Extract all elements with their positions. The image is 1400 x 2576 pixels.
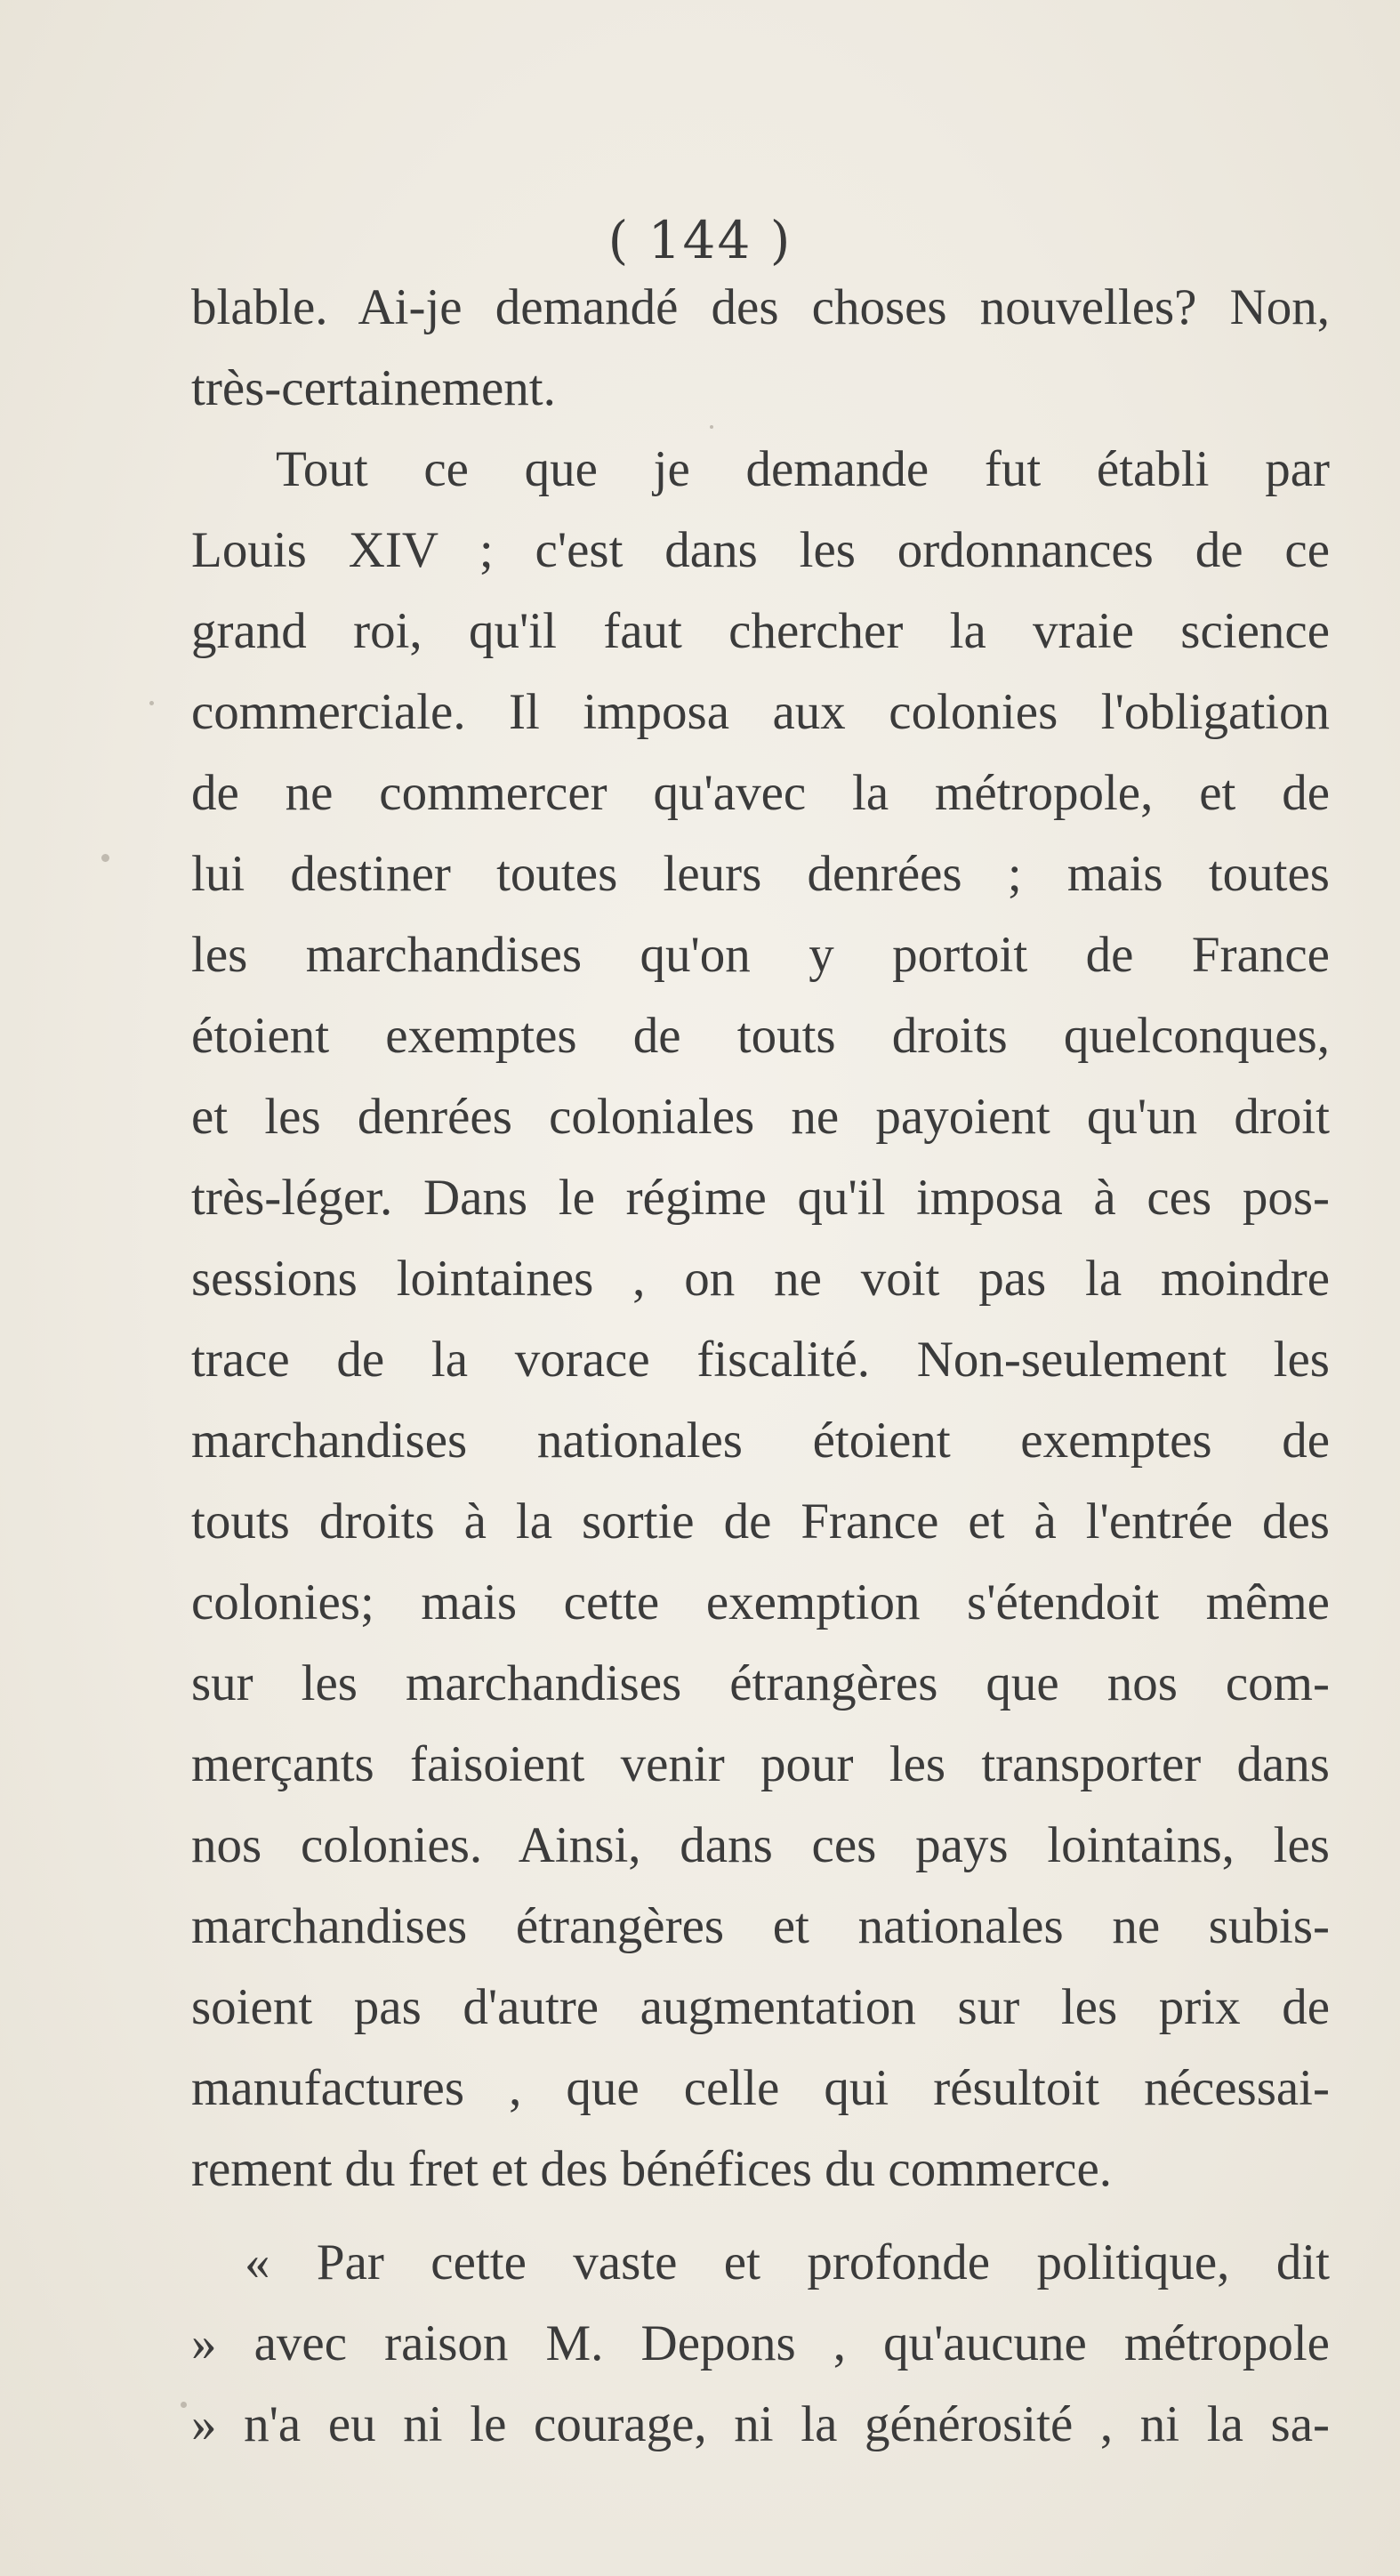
text-line: touts droits à la sortie de France et à l'entrée des	[191, 1493, 1330, 1550]
text-line: nos colonies. Ainsi, dans ces pays lointains, les	[191, 1817, 1330, 1873]
paper-speck	[101, 854, 109, 862]
text-line: grand roi, qu'il faut chercher la vraie science	[191, 603, 1330, 659]
text-line: sessions lointaines , on ne voit pas la moindre	[191, 1251, 1330, 1307]
text-line: « Par cette vaste et profonde politique, dit	[245, 2234, 1330, 2290]
text-line: merçants faisoient venir pour les transporter dans	[191, 1736, 1330, 1792]
text-line: colonies; mais cette exemption s'étendoit même	[191, 1574, 1330, 1630]
text-line: » n'a eu ni le courage, ni la générosité , ni la sa-	[191, 2396, 1330, 2452]
text-line: et les denrées coloniales ne payoient qu'un droit	[191, 1089, 1330, 1145]
text-line: lui destiner toutes leurs denrées ; mais toutes	[191, 846, 1330, 902]
text-line: Louis XIV ; c'est dans les ordonnances de ce	[191, 522, 1330, 578]
text-line: soient pas d'autre augmentation sur les prix de	[191, 1979, 1330, 2035]
text-line: de ne commercer qu'avec la métropole, et de	[191, 765, 1330, 821]
text-line: étoient exemptes de touts droits quelconques,	[191, 1008, 1330, 1064]
text-line: commerciale. Il imposa aux colonies l'obligation	[191, 684, 1330, 740]
text-line: rement du fret et des bénéfices du commerce.	[191, 2141, 1113, 2197]
text-line: marchandises étrangères et nationales ne subis-	[191, 1898, 1330, 1954]
text-line: les marchandises qu'on y portoit de France	[191, 927, 1330, 983]
text-line: très-certainement.	[191, 360, 556, 416]
text-line: trace de la vorace fiscalité. Non-seulement les	[191, 1332, 1330, 1388]
text-line: manufactures , que celle qui résultoit nécessai-	[191, 2060, 1330, 2116]
text-line: marchandises nationales étoient exemptes de	[191, 1413, 1330, 1469]
paper-speck	[181, 2402, 187, 2408]
paper-speck	[149, 701, 154, 705]
text-line: très-léger. Dans le régime qu'il imposa à ces pos-	[191, 1170, 1330, 1226]
body-text	[191, 267, 1330, 2465]
text-line: » avec raison M. Depons , qu'aucune métropole	[191, 2315, 1330, 2371]
text-line: blable. Ai-je demandé des choses nouvelles? Non,	[191, 279, 1330, 335]
page-number: ( 144 )	[607, 210, 793, 270]
paragraph-gap	[191, 2210, 1330, 2222]
text-line: Tout ce que je demande fut établi par	[276, 441, 1330, 497]
text-line: sur les marchandises étrangères que nos com-	[191, 1655, 1330, 1711]
